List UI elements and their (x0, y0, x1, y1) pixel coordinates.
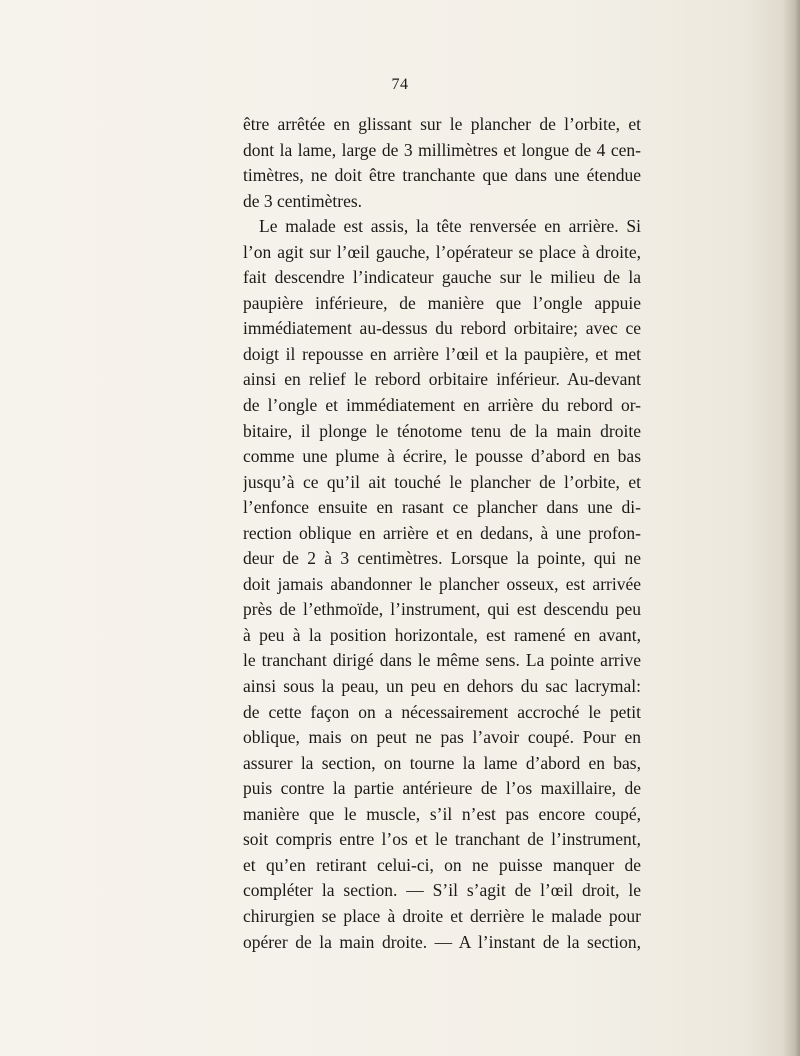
text-line: être arrêtée en glissant sur le plancher de l’orbite, et (243, 114, 641, 134)
text-line: ainsi en relief le rebord orbitaire inférieur. Au-devant (243, 369, 641, 390)
text-line: à peu à la position horizontale, est ramené en avant, (243, 624, 641, 645)
text-line: deur de 2 à 3 centimètres. Lorsque la pointe, qui ne (243, 548, 641, 569)
text-line: oblique, mais on peut ne pas l’avoir coupé. Pour en (243, 727, 641, 748)
text-line: de l’ongle et immédiatement en arrière du rebord or- (243, 395, 641, 416)
text-line: paupière inférieure, de manière que l’ongle appuie (243, 292, 641, 313)
text-line: immédiatement au-dessus du rebord orbitaire; avec ce (243, 318, 641, 339)
text-line: timètres, ne doit être tranchante que dans une étendue (243, 165, 641, 186)
text-line: près de l’ethmoïde, l’instrument, qui est descendu peu (243, 599, 641, 620)
text-line: dont la lame, large de 3 millimètres et longue de 4 cen- (243, 139, 641, 160)
page-number: 74 (391, 76, 409, 93)
text-line: et qu’en retirant celui-ci, on ne puisse manquer de (243, 854, 641, 875)
text-line: compléter la section. — S’il s’agit de l’œil droit, le (243, 880, 641, 901)
text-line: de cette façon on a nécessairement accroché le petit (243, 701, 641, 722)
text-line: opérer de la main droite. — A l’instant de la section, (243, 931, 641, 952)
text-line: chirurgien se place à droite et derrière le malade pour (243, 905, 641, 926)
text-line: jusqu’à ce qu’il ait touché le plancher de l’orbite, et (243, 471, 641, 492)
text-line: rection oblique en arrière et en dedans, à une profon- (243, 522, 641, 543)
text-line: doit jamais abandonner le plancher osseux, est arrivée (243, 573, 641, 594)
text-line: soit compris entre l’os et le tranchant de l’instrument, (243, 829, 641, 850)
text-line: l’enfonce ensuite en rasant ce plancher dans une di- (243, 497, 641, 518)
text-line: le tranchant dirigé dans le même sens. La pointe arrive (243, 650, 641, 671)
text-line: fait descendre l’indicateur gauche sur le milieu de la (243, 267, 641, 288)
text-line: comme une plume à écrire, le pousse d’abord en bas (243, 446, 641, 467)
text-line: l’on agit sur l’œil gauche, l’opérateur se place à droite, (243, 241, 641, 262)
page-edge-shadow (782, 0, 800, 1056)
body-text (243, 112, 641, 955)
text-line: doigt il repousse en arrière l’œil et la paupière, et met (243, 343, 641, 364)
text-line: manière que le muscle, s’il n’est pas encore coupé, (243, 803, 641, 824)
text-line: de 3 centimètres. (243, 190, 363, 211)
text-line: assurer la section, on tourne la lame d’abord en bas, (243, 752, 641, 773)
text-line: ainsi sous la peau, un peu en dehors du sac lacrymal: (243, 676, 641, 697)
paragraph-start-line: Le malade est assis, la tête renversée en arrière. Si (259, 216, 641, 237)
text-line: puis contre la partie antérieure de l’os maxillaire, de (243, 778, 641, 799)
text-line: bitaire, il plonge le ténotome tenu de la main droite (243, 420, 641, 441)
